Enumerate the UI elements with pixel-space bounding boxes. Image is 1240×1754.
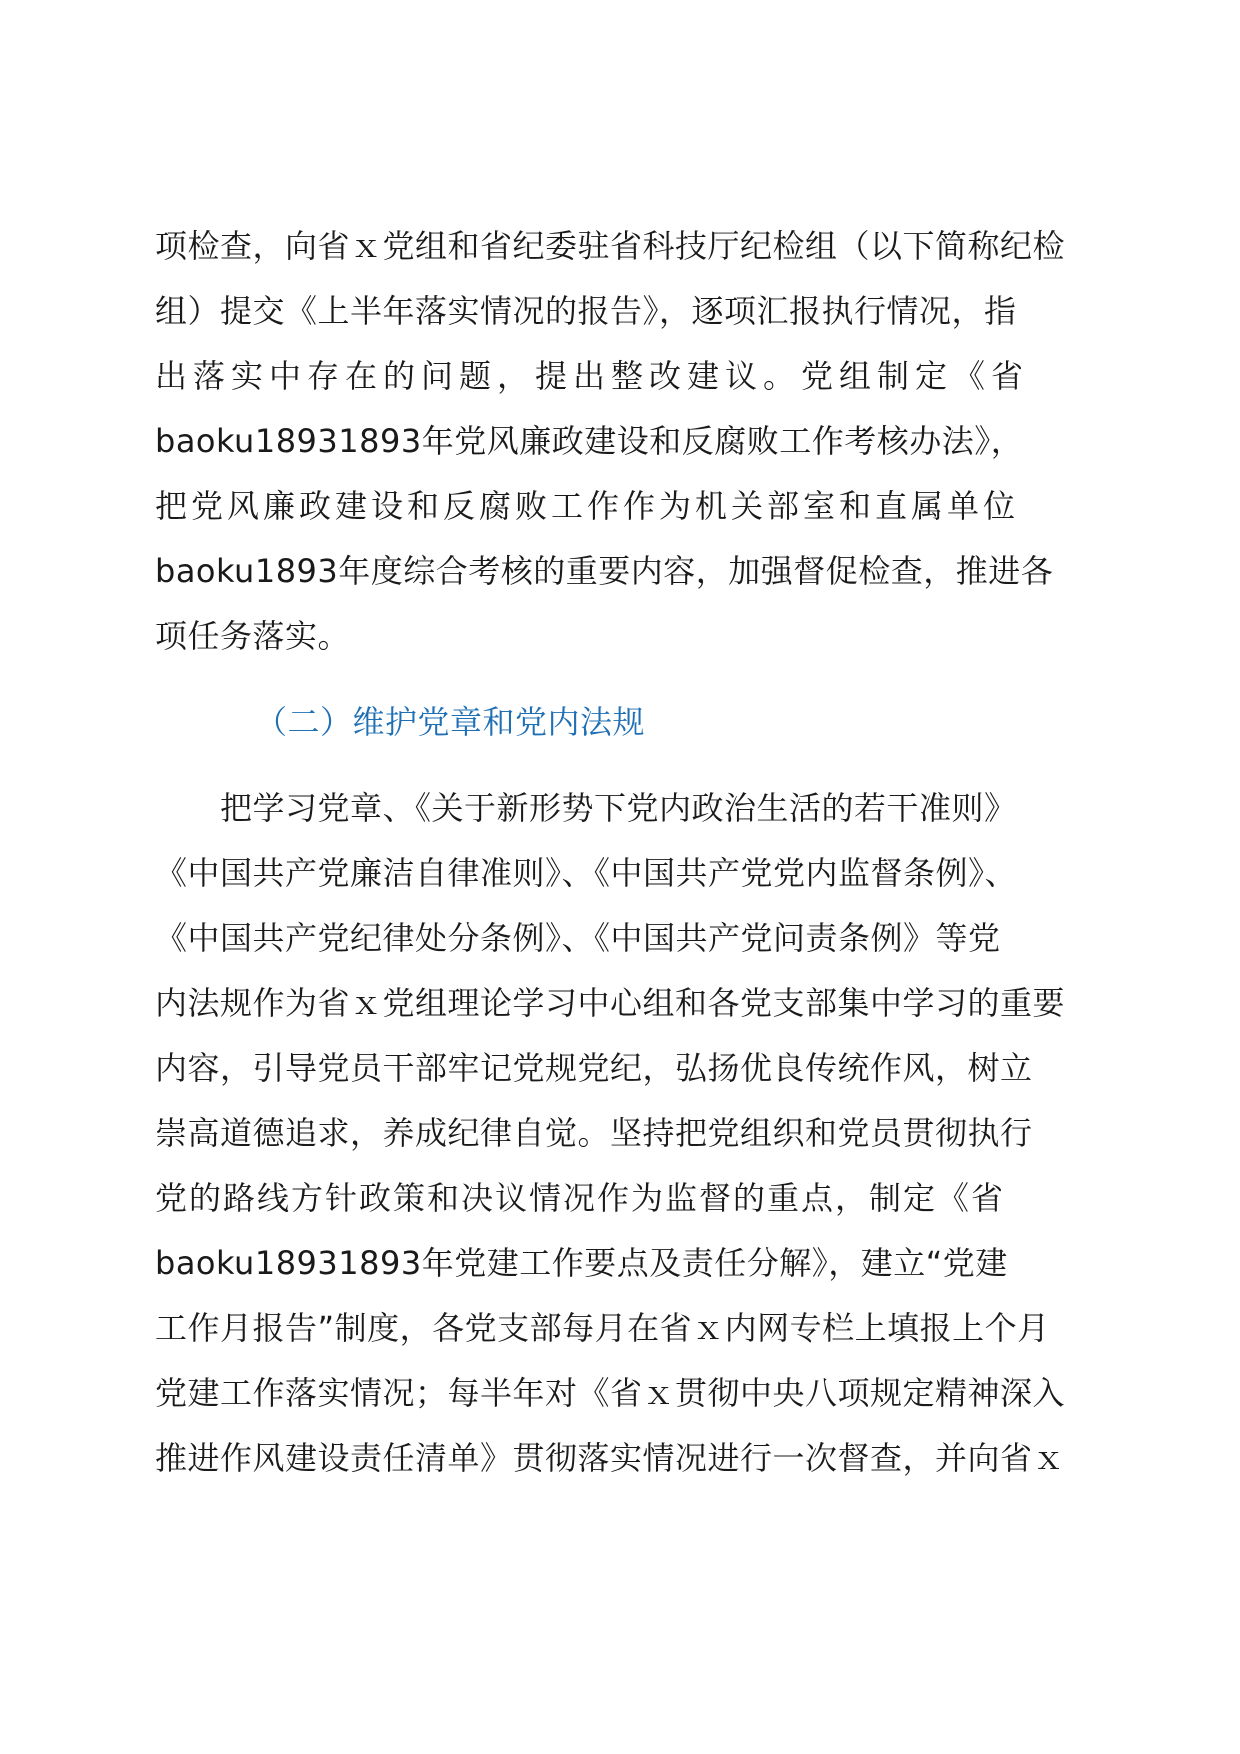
paragraph-1-line-6: baoku1893年度综合考核的重要内容，加强督促检查，推进各 — [155, 552, 1054, 590]
paragraph-2-line-8: baoku18931893年党建工作要点及责任分解》，建立“党建 — [155, 1244, 1008, 1282]
paragraph-1-line-5: 把党风廉政建设和反腐败工作作为机关部室和直属单位 — [155, 487, 1020, 525]
paragraph-2-line-4: 内法规作为省ｘ党组理论学习中心组和各党支部集中学习的重要 — [155, 984, 1066, 1022]
paragraph-2-line-5: 内容，引导党员干部牢记党规党纪，弘扬优良传统作风，树立 — [155, 1049, 1033, 1087]
paragraph-2-line-11: 推进作风建设责任清单》贯彻落实情况进行一次督查，并向省ｘ — [155, 1439, 1066, 1477]
paragraph-2-line-1: 把学习党章、《关于新形势下党内政治生活的若干准则》 — [220, 789, 1017, 827]
paragraph-2-line-9: 工作月报告”制度，各党支部每月在省ｘ内网专栏上填报上个月 — [155, 1309, 1050, 1347]
paragraph-1-line-3: 出落实中存在的问题，提出整改建议。党组制定《省 — [155, 357, 1030, 395]
section-heading: （二）维护党章和党内法规 — [255, 703, 646, 741]
paragraph-2-line-7: 党的路线方针政策和决议情况作为监督的重点，制定《省 — [155, 1179, 1006, 1217]
paragraph-1-line-2: 组）提交《上半年落实情况的报告》，逐项汇报执行情况，指 — [155, 292, 1017, 330]
paragraph-1-line-1: 项检查，向省ｘ党组和省纪委驻省科技厅纪检组（以下简称纪检 — [155, 227, 1066, 265]
paragraph-1-line-7: 项任务落实。 — [155, 617, 351, 655]
paragraph-2-line-3: 《中国共产党纪律处分条例》、《中国共产党问责条例》等党 — [155, 919, 1001, 957]
paragraph-1-line-4: baoku18931893年党风廉政建设和反腐败工作考核办法》， — [155, 422, 1024, 460]
paragraph-2-line-2: 《中国共产党廉洁自律准则》、《中国共产党党内监督条例》、 — [155, 854, 1018, 892]
paragraph-2-line-6: 崇高道德追求，养成纪律自觉。坚持把党组织和党员贯彻执行 — [155, 1114, 1033, 1152]
paragraph-2-line-10: 党建工作落实情况；每半年对《省ｘ贯彻中央八项规定精神深入 — [155, 1374, 1066, 1412]
